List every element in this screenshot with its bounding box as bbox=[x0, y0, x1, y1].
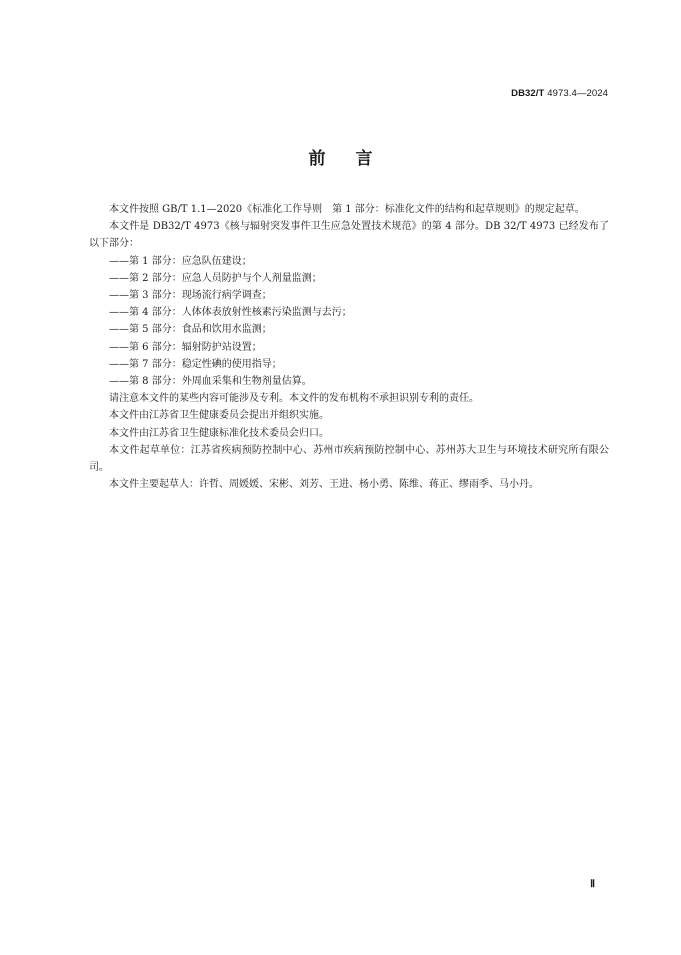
list-item: ——第 1 部分：应急队伍建设； bbox=[109, 255, 252, 267]
paragraph-drafting-rules: 本文件按照 GB/T 1.1—2020《标准化工作导则 第 1 部分：标准化文件的结构和起草规则》的规定起草。 bbox=[109, 204, 585, 215]
paragraph-drafting-units: 本文件起草单位：江苏省疾病预防控制中心、苏州市疾病预防控制中心、苏州苏大卫生与环境技术研究所有限公司。 bbox=[89, 444, 609, 474]
foreword-body bbox=[89, 201, 609, 493]
list-item: ——第 2 部分：应急人员防护与个人剂量监测； bbox=[109, 272, 322, 284]
list-item: ——第 3 部分：现场流行病学调查； bbox=[109, 290, 272, 302]
list-item: ——第 8 部分：外周血采集和生物剂量估算。 bbox=[109, 376, 312, 388]
list-item: ——第 5 部分：食品和饮用水监测； bbox=[109, 324, 272, 336]
page-number: Ⅱ bbox=[590, 879, 595, 890]
standard-number: 4973.4—2024 bbox=[547, 88, 608, 99]
paragraph-committee: 本文件由江苏省卫生健康标准化技术委员会归口。 bbox=[109, 427, 329, 439]
page-title: 前言 bbox=[308, 149, 403, 169]
paragraph-series-intro: 本文件是 DB32/T 4973《核与辐射突发事件卫生应急处置技术规范》的第 4 部分。DB 32/T 4973 已经发布了以下部分： bbox=[89, 221, 609, 250]
paragraph-drafters: 本文件主要起草人：许哲、周媛媛、宋彬、刘芳、王进、杨小勇、陈维、蒋正、缪雨季、马小丹。 bbox=[109, 479, 539, 491]
standard-prefix: DB32/T bbox=[511, 88, 545, 99]
list-item: ——第 4 部分：人体体表放射性核素污染监测与去污； bbox=[109, 307, 352, 319]
standard-code bbox=[511, 88, 608, 99]
paragraph-patent-notice: 请注意本文件的某些内容可能涉及专利。本文件的发布机构不承担识别专利的责任。 bbox=[109, 393, 479, 405]
list-item: ——第 7 部分：稳定性碘的使用指导； bbox=[109, 358, 282, 370]
list-item: ——第 6 部分：辐射防护站设置； bbox=[109, 341, 262, 353]
paragraph-proposer: 本文件由江苏省卫生健康委员会提出并组织实施。 bbox=[109, 410, 329, 422]
